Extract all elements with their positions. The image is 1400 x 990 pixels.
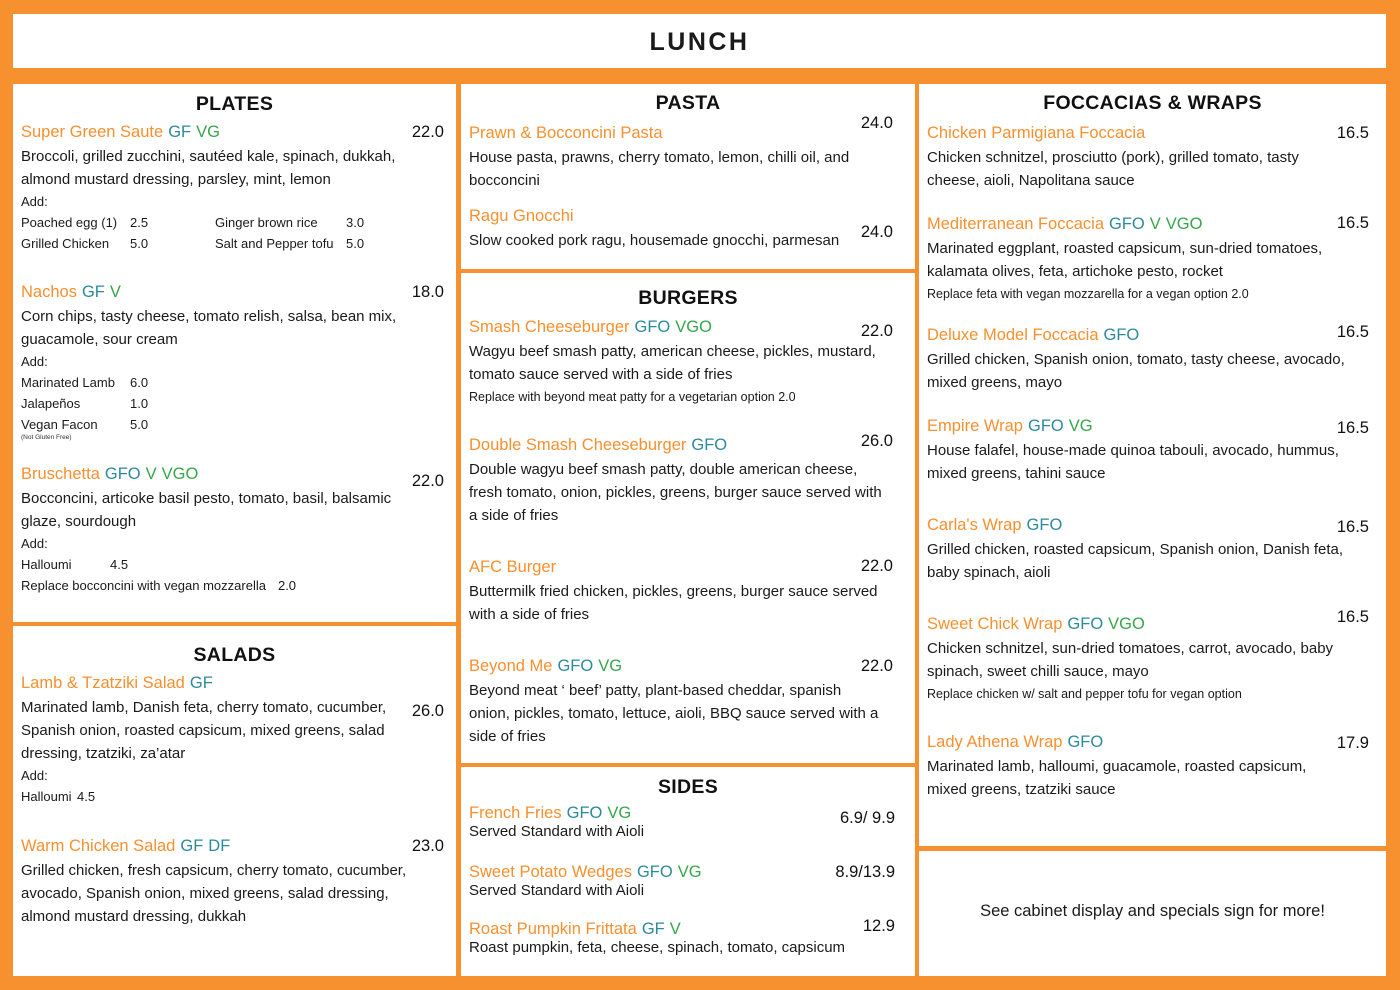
dietary-tag: GF bbox=[168, 123, 192, 141]
menu-item bbox=[469, 862, 895, 901]
dietary-tag: VG bbox=[196, 123, 220, 141]
item-description: baby spinach, aioli bbox=[927, 563, 1051, 581]
add-on-row bbox=[21, 554, 444, 575]
add-on-label: Grilled Chicken bbox=[21, 235, 110, 251]
add-on-row bbox=[21, 372, 444, 393]
add-on-row bbox=[21, 786, 444, 807]
item-price: 22.0 bbox=[860, 657, 893, 675]
menu-item bbox=[927, 214, 1369, 305]
section-title: PLATES bbox=[195, 93, 274, 115]
plates-section bbox=[13, 84, 456, 622]
menu-item-name-line bbox=[21, 836, 444, 856]
item-price: 6.9/ 9.9 bbox=[839, 809, 895, 827]
item-name: AFC Burger bbox=[469, 558, 557, 576]
section-title: PASTA bbox=[655, 92, 721, 114]
menu-item bbox=[469, 919, 895, 958]
add-on-price: 2.0 bbox=[277, 577, 297, 593]
section-title: SIDES bbox=[657, 776, 719, 798]
foccacias-wraps-section bbox=[919, 84, 1386, 846]
item-price: 16.5 bbox=[1336, 419, 1369, 437]
menu-item bbox=[469, 317, 893, 408]
item-description: tomato sauce served with a side of fries bbox=[469, 365, 733, 383]
item-description: Marinated eggplant, roasted capsicum, sun-dried tomatoes, bbox=[927, 239, 1323, 257]
item-description: almond mustard dressing, parsley, mint, lemon bbox=[21, 170, 331, 188]
add-ons-label: Add: bbox=[21, 767, 48, 783]
item-description: Chicken schnitzel, prosciutto (pork), grilled tomato, tasty bbox=[927, 148, 1299, 166]
add-on-label: Vegan Facon bbox=[21, 416, 98, 432]
item-price: 16.5 bbox=[1336, 608, 1369, 626]
dietary-tag: GFO bbox=[1067, 615, 1104, 633]
item-name: Roast Pumpkin Frittata bbox=[469, 920, 637, 938]
item-name: Sweet Chick Wrap bbox=[927, 615, 1063, 633]
item-name: Warm Chicken Salad bbox=[21, 837, 176, 855]
item-description: Corn chips, tasty cheese, tomato relish, salsa, bean mix, bbox=[21, 307, 397, 325]
item-description: Slow cooked pork ragu, housemade gnocchi, parmesan bbox=[469, 231, 840, 249]
item-description: almond mustard dressing, dukkah bbox=[21, 907, 247, 925]
menu-item bbox=[469, 803, 895, 842]
dietary-tag: GFO bbox=[691, 436, 728, 454]
menu-item-name-line bbox=[927, 416, 1369, 436]
dietary-tag: GFO bbox=[1026, 516, 1063, 534]
dietary-tag: V bbox=[145, 465, 157, 483]
salads-section bbox=[13, 626, 456, 976]
dietary-tag: VGO bbox=[1165, 215, 1203, 233]
page-title: LUNCH bbox=[649, 28, 750, 56]
add-on-row bbox=[21, 212, 444, 233]
item-description: Grilled chicken, Spanish onion, tomato, tasty cheese, avocado, bbox=[927, 350, 1345, 368]
dietary-tag: VG bbox=[1068, 417, 1093, 435]
item-name: Super Green Saute bbox=[21, 123, 164, 141]
menu-item bbox=[21, 836, 444, 928]
dietary-tag: VGO bbox=[675, 318, 712, 336]
item-price: 16.5 bbox=[1336, 323, 1369, 341]
add-on-label: Poached egg (1) bbox=[21, 214, 118, 230]
item-description: Wagyu beef smash patty, american cheese, pickles, mustard, bbox=[469, 342, 876, 360]
add-on-price: 5.0 bbox=[130, 235, 149, 251]
dietary-tag: DF bbox=[208, 837, 231, 855]
add-on-row bbox=[21, 575, 444, 596]
item-description: cheese, aioli, Napolitana sauce bbox=[927, 171, 1135, 189]
add-on-row bbox=[21, 414, 444, 435]
dietary-tag: VGO bbox=[161, 465, 199, 483]
add-on-price: 2.5 bbox=[130, 214, 149, 230]
menu-item bbox=[927, 515, 1369, 584]
burgers-section bbox=[461, 273, 915, 763]
menu-item-name-line bbox=[21, 282, 444, 302]
item-description: Spanish onion, roasted capsicum, mixed greens, salad bbox=[21, 721, 385, 739]
dietary-tag: GFO bbox=[566, 804, 603, 822]
item-description: Marinated lamb, halloumi, guacamole, roasted capsicum, bbox=[927, 757, 1307, 775]
menu-item-name-line bbox=[21, 464, 444, 484]
add-on-label: Halloumi bbox=[21, 788, 72, 804]
add-ons-label: Add: bbox=[21, 535, 48, 551]
menu-item bbox=[469, 557, 893, 626]
item-description: Served Standard with Aioli bbox=[469, 882, 645, 899]
item-price: 22.0 bbox=[411, 472, 444, 490]
item-name: Carla's Wrap bbox=[927, 516, 1022, 534]
add-on-price: 5.0 bbox=[346, 235, 365, 251]
item-description: Beyond meat ‘ beef’ patty, plant-based cheddar, spanish bbox=[469, 681, 842, 699]
item-description: Buttermilk fried chicken, pickles, greens, burger sauce served bbox=[469, 582, 878, 600]
item-description: mixed greens, tzatziki sauce bbox=[927, 780, 1116, 798]
item-description: dressing, tzatziki, za’atar bbox=[21, 744, 186, 762]
item-description: with a side of fries bbox=[469, 605, 590, 623]
add-on-price: 4.5 bbox=[110, 556, 129, 572]
menu-item bbox=[469, 656, 893, 748]
menu-item bbox=[469, 114, 893, 192]
item-description: Marinated lamb, Danish feta, cherry tomato, cucumber, bbox=[21, 698, 387, 716]
dietary-tag: VG bbox=[677, 863, 702, 881]
menu-item-name-line bbox=[469, 656, 893, 676]
item-description: onion, pickles, tomato, lettuce, aioli, BBQ sauce served with a bbox=[469, 704, 879, 722]
item-name: Bruschetta bbox=[21, 465, 100, 483]
menu-item-name-line bbox=[927, 214, 1369, 234]
menu-item bbox=[21, 282, 444, 441]
footer-note: See cabinet display and specials sign for more! bbox=[980, 902, 1325, 920]
menu-item-name-line bbox=[469, 317, 893, 337]
menu-item-name-line bbox=[469, 803, 895, 823]
item-price: 26.0 bbox=[860, 432, 893, 450]
dietary-tag: GFO bbox=[634, 318, 671, 336]
menu-item bbox=[21, 122, 444, 254]
menu-item-name-line bbox=[21, 122, 444, 142]
item-description: Broccoli, grilled zucchini, sautéed kale, spinach, dukkah, bbox=[21, 147, 396, 165]
dietary-tag: GFO bbox=[1027, 417, 1064, 435]
dietary-tag: VG bbox=[598, 657, 623, 675]
menu-item bbox=[469, 432, 893, 527]
dietary-tag: V bbox=[669, 920, 681, 938]
item-name: Beyond Me bbox=[469, 657, 553, 675]
dietary-tag: GFO bbox=[557, 657, 594, 675]
add-on-price: 1.0 bbox=[130, 395, 149, 411]
item-description: glaze, sourdough bbox=[21, 512, 137, 530]
add-ons-label: Add: bbox=[21, 353, 48, 369]
add-on-label: Salt and Pepper tofu bbox=[215, 235, 334, 251]
menu-item-name-line bbox=[469, 862, 895, 882]
item-description: Served Standard with Aioli bbox=[469, 823, 645, 840]
menu-item-name-line bbox=[927, 123, 1369, 143]
dietary-tag: V bbox=[109, 283, 121, 301]
add-on-label: Ginger brown rice bbox=[215, 214, 318, 230]
dietary-tag: GF bbox=[189, 674, 213, 692]
item-price: 16.5 bbox=[1336, 214, 1369, 232]
add-on-label: Jalapeños bbox=[21, 395, 81, 411]
menu-item-name-line bbox=[469, 557, 893, 577]
dietary-tag: GFO bbox=[104, 465, 141, 483]
dietary-tag: V bbox=[1149, 215, 1161, 233]
item-description: mixed greens, tahini sauce bbox=[927, 464, 1106, 482]
item-name: Lady Athena Wrap bbox=[927, 733, 1063, 751]
menu-item bbox=[21, 673, 444, 807]
item-description: House falafel, house-made quinoa tabouli, avocado, hummus, bbox=[927, 441, 1339, 459]
section-title: BURGERS bbox=[638, 287, 738, 309]
add-on-price: 3.0 bbox=[346, 214, 365, 230]
item-description: Roast pumpkin, feta, cheese, spinach, tomato, capsicum bbox=[469, 939, 846, 956]
item-price: 17.9 bbox=[1336, 734, 1369, 752]
menu-item bbox=[927, 608, 1369, 705]
add-on-label: Replace bocconcini with vegan mozzarella bbox=[21, 577, 266, 593]
item-name: Double Smash Cheeseburger bbox=[469, 436, 687, 454]
item-price: 22.0 bbox=[411, 123, 444, 141]
item-price: 22.0 bbox=[860, 322, 893, 340]
dietary-tag: GF bbox=[180, 837, 204, 855]
dietary-tag: GF bbox=[81, 283, 105, 301]
item-price: 8.9/13.9 bbox=[835, 863, 895, 881]
menu-item-name-line bbox=[469, 919, 895, 939]
item-price: 12.9 bbox=[862, 917, 895, 935]
add-on-price: 6.0 bbox=[130, 374, 149, 390]
footer-note-panel bbox=[919, 851, 1386, 976]
dietary-tag: GF bbox=[641, 920, 665, 938]
item-note: Replace feta with vegan mozzarella for a vegan option 2.0 bbox=[927, 286, 1249, 301]
add-on-label: Marinated Lamb bbox=[21, 374, 115, 390]
item-description: a side of fries bbox=[469, 506, 559, 524]
item-note: Replace with beyond meat patty for a vegetarian option 2.0 bbox=[469, 389, 796, 404]
item-name: Smash Cheeseburger bbox=[469, 318, 630, 336]
item-description: bocconcini bbox=[469, 171, 540, 189]
item-price: 26.0 bbox=[411, 702, 444, 720]
item-description: avocado, Spanish onion, mixed greens, salad dressing, bbox=[21, 884, 389, 902]
item-note: Replace chicken w/ salt and pepper tofu for vegan option bbox=[927, 686, 1242, 701]
menu-item bbox=[927, 416, 1369, 485]
item-name: Nachos bbox=[21, 283, 77, 301]
item-description: side of fries bbox=[469, 727, 546, 745]
item-price: 16.5 bbox=[1336, 124, 1369, 142]
menu-item bbox=[927, 123, 1369, 192]
item-price: 22.0 bbox=[860, 557, 893, 575]
item-price: 24.0 bbox=[860, 223, 893, 241]
item-description: Grilled chicken, fresh capsicum, cherry tomato, cucumber, bbox=[21, 861, 407, 879]
item-description: House pasta, prawns, cherry tomato, lemon, chilli oil, and bbox=[469, 148, 850, 166]
add-on-row bbox=[21, 393, 444, 414]
menu-item-name-line bbox=[927, 515, 1369, 535]
menu-item bbox=[927, 732, 1369, 801]
add-on-price: 5.0 bbox=[130, 416, 149, 432]
item-name: Mediterranean Foccacia bbox=[927, 215, 1105, 233]
item-description: Bocconcini, articoke basil pesto, tomato, basil, balsamic bbox=[21, 489, 392, 507]
dietary-tag: GFO bbox=[1103, 326, 1140, 344]
item-name: Sweet Potato Wedges bbox=[469, 863, 632, 881]
dietary-tag: GFO bbox=[1067, 733, 1104, 751]
dietary-tag: VGO bbox=[1108, 615, 1145, 633]
section-title: SALADS bbox=[193, 644, 276, 666]
sides-section bbox=[461, 767, 915, 976]
add-on-subnote: (Not Gluten Free) bbox=[21, 433, 72, 441]
menu-item-name-line bbox=[469, 123, 893, 143]
item-name: Empire Wrap bbox=[927, 417, 1023, 435]
header-banner bbox=[13, 14, 1386, 68]
menu-item bbox=[469, 206, 893, 252]
menu-item bbox=[927, 325, 1369, 394]
menu-item-name-line bbox=[469, 206, 893, 226]
item-name: Lamb & Tzatziki Salad bbox=[21, 674, 185, 692]
menu-item-name-line bbox=[469, 435, 893, 455]
dietary-tag: GFO bbox=[636, 863, 673, 881]
menu-item-name-line bbox=[927, 614, 1369, 634]
item-name: Deluxe Model Foccacia bbox=[927, 326, 1099, 344]
item-description: mixed greens, mayo bbox=[927, 373, 1063, 391]
item-name: Prawn & Bocconcini Pasta bbox=[469, 124, 663, 142]
item-description: spinach, sweet chilli sauce, mayo bbox=[927, 662, 1149, 680]
menu-item-name-line bbox=[21, 673, 444, 693]
item-description: guacamole, sour cream bbox=[21, 330, 178, 348]
add-on-label: Halloumi bbox=[21, 556, 72, 572]
item-name: Chicken Parmigiana Foccacia bbox=[927, 124, 1146, 142]
item-price: 16.5 bbox=[1336, 518, 1369, 536]
item-name: French Fries bbox=[469, 804, 562, 822]
item-price: 23.0 bbox=[411, 837, 444, 855]
item-description: Chicken schnitzel, sun-dried tomatoes, carrot, avocado, baby bbox=[927, 639, 1334, 657]
item-price: 24.0 bbox=[860, 114, 893, 132]
item-name: Ragu Gnocchi bbox=[469, 207, 574, 225]
section-title: FOCCACIAS & WRAPS bbox=[1043, 92, 1262, 114]
menu-item-name-line bbox=[927, 732, 1369, 752]
pasta-section bbox=[461, 84, 915, 269]
menu-item bbox=[21, 464, 444, 596]
add-on-row bbox=[21, 233, 444, 254]
item-description: Double wagyu beef smash patty, double american cheese, bbox=[469, 460, 858, 478]
menu-item-name-line bbox=[927, 325, 1369, 345]
item-description: fresh tomato, onion, pickles, greens, burger sauce served with bbox=[469, 483, 882, 501]
item-description: kalamata olives, feta, artichoke pesto, rocket bbox=[927, 262, 1223, 280]
add-ons-label: Add: bbox=[21, 193, 48, 209]
dietary-tag: GFO bbox=[1109, 215, 1145, 233]
add-on-price: 4.5 bbox=[77, 788, 96, 804]
item-price: 18.0 bbox=[411, 283, 444, 301]
dietary-tag: VG bbox=[607, 804, 632, 822]
item-description: Grilled chicken, roasted capsicum, Spanish onion, Danish feta, bbox=[927, 540, 1344, 558]
